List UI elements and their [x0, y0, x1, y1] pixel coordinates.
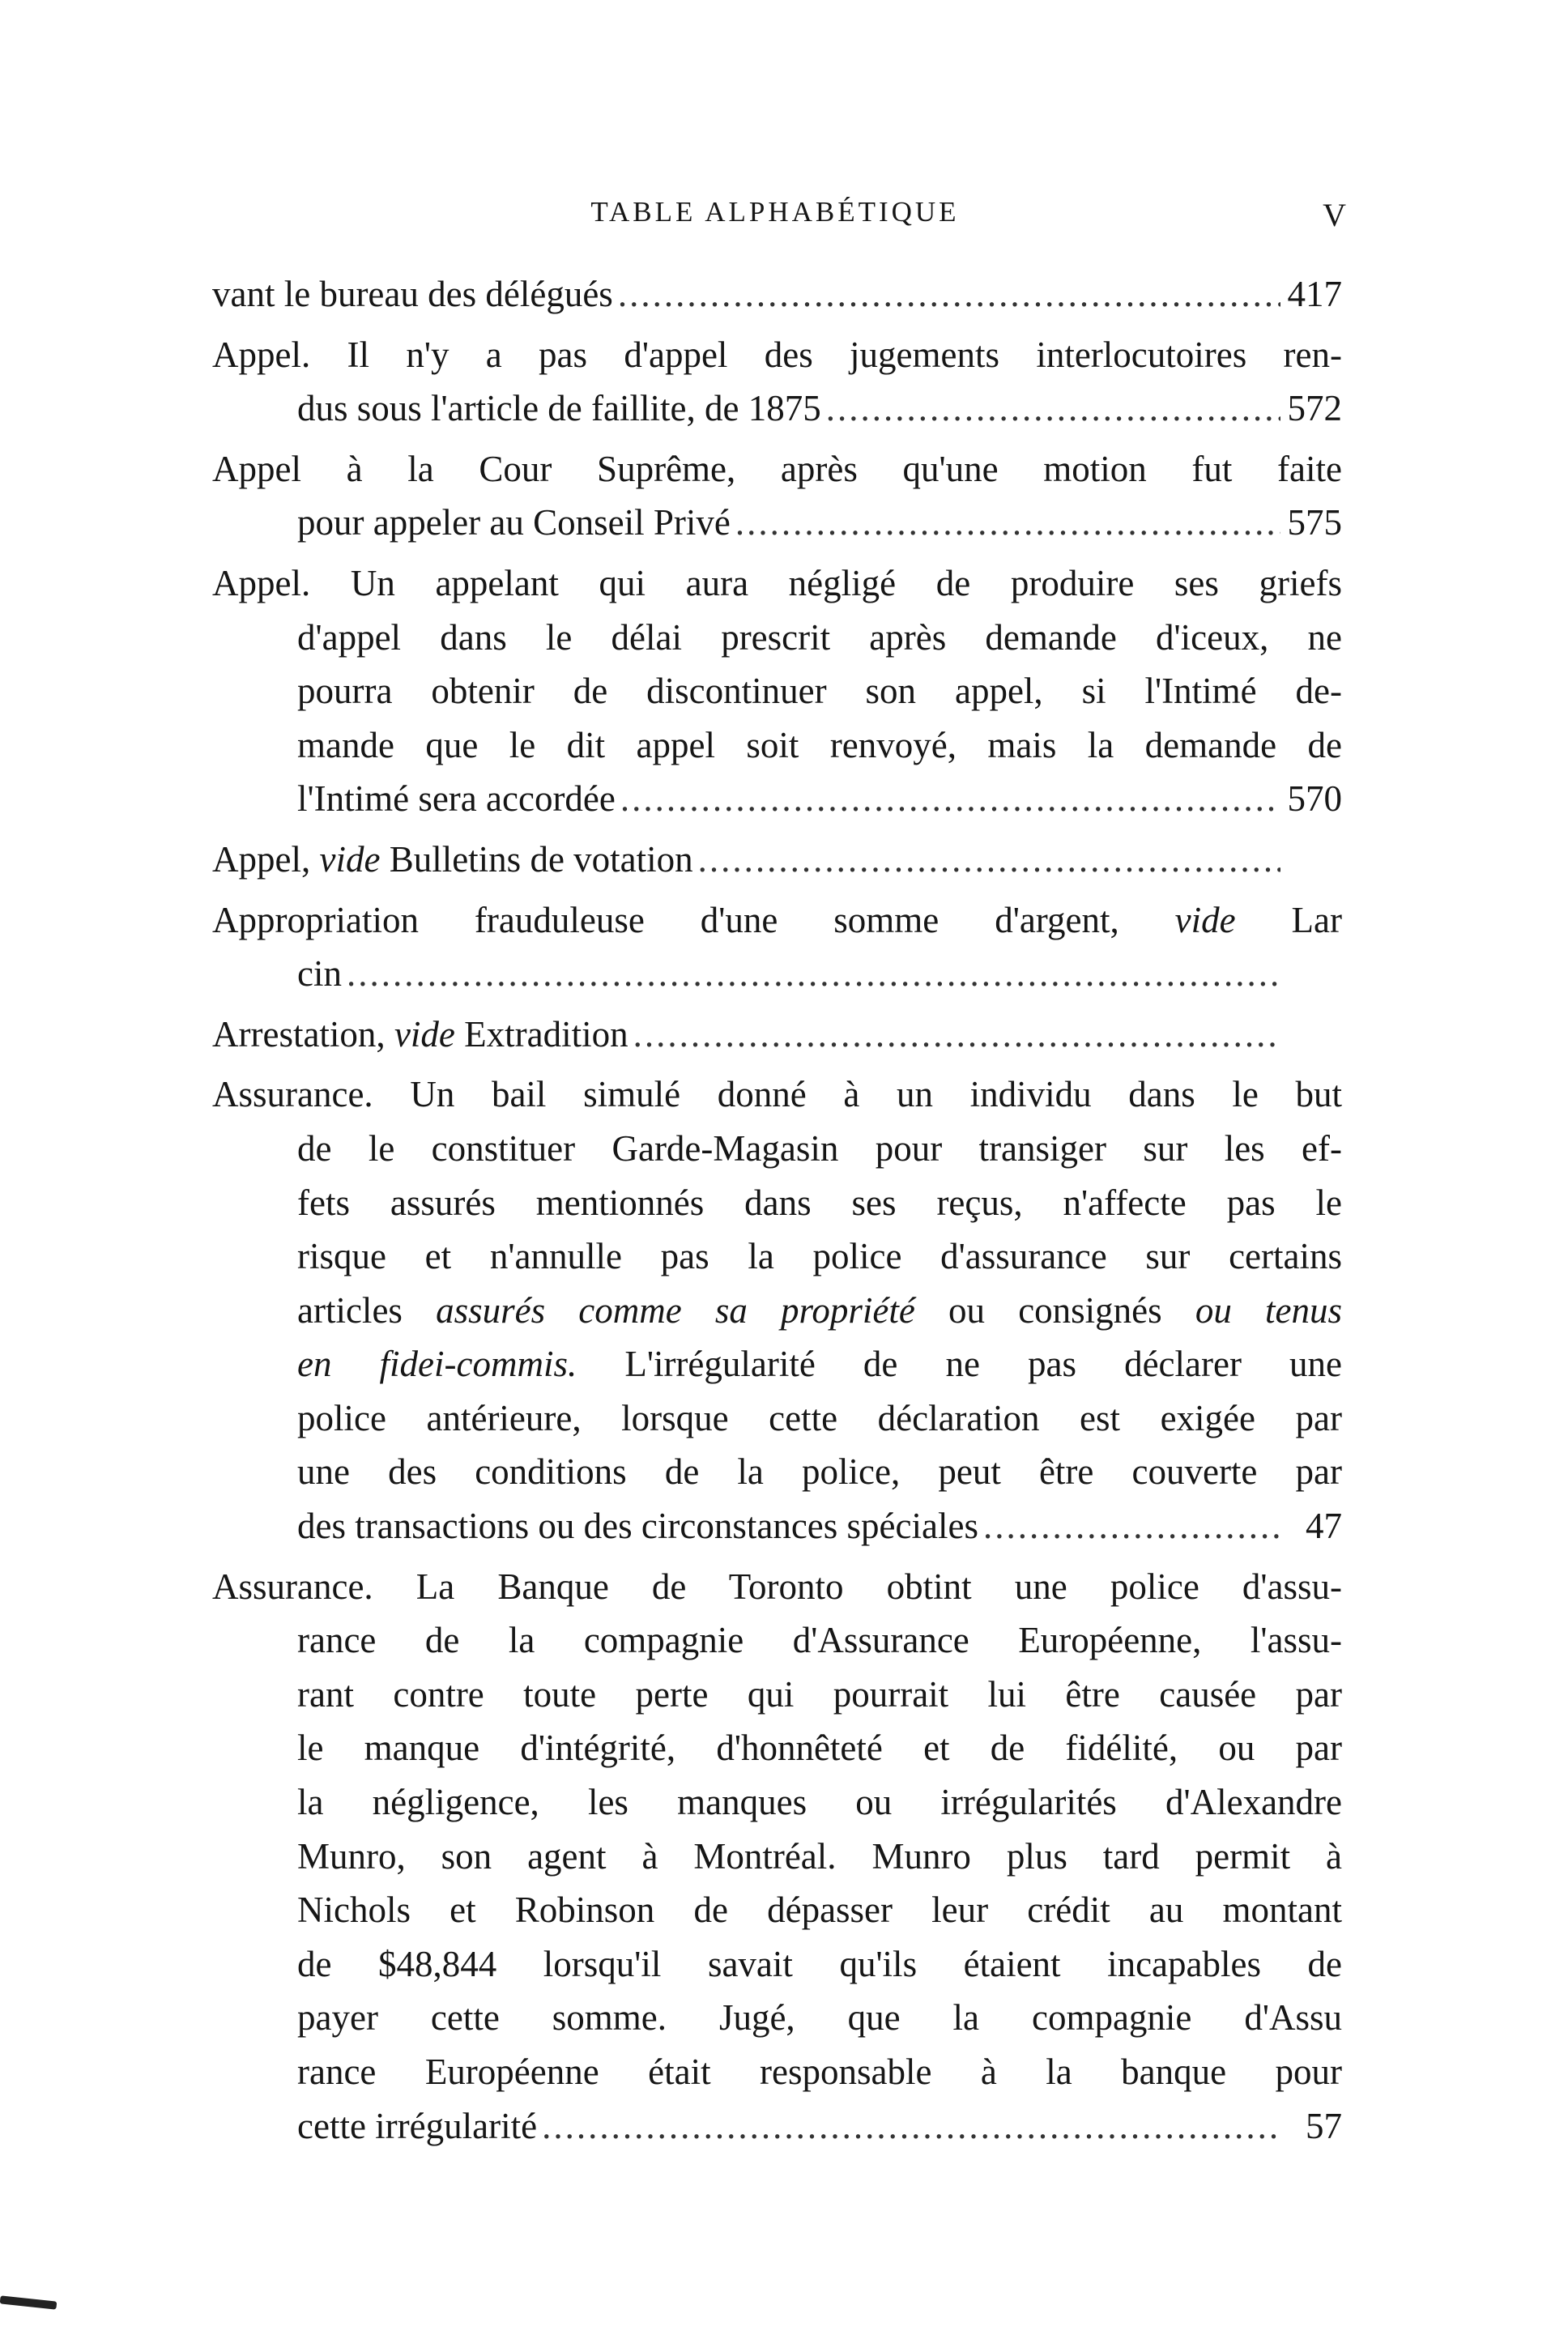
dot-leader [620, 772, 1280, 826]
index-entry [212, 267, 1342, 322]
entry-text-part: Appel, [212, 838, 320, 880]
dot-leader [542, 2099, 1280, 2154]
entry-line [212, 1830, 1342, 1884]
dot-leader [983, 1499, 1280, 1553]
entry-text [212, 1566, 1342, 1607]
page-number: 575 [1287, 502, 1342, 543]
page-number: 417 [1287, 274, 1342, 314]
entry-text [297, 1997, 1342, 2038]
entry-text-part: Assurance. Un bail simulé donné à un individu dans le but [212, 1074, 1342, 1115]
index-entry [212, 833, 1342, 887]
entry-line [212, 1721, 1342, 1775]
entry-text-part: L'irrégularité de ne pas déclarer une [577, 1344, 1342, 1385]
entry-line [212, 1499, 1342, 1553]
entry-text [297, 1620, 1342, 1660]
entry-text [212, 267, 613, 322]
entry-line [212, 1067, 1342, 1122]
entry-text [297, 1944, 1342, 1984]
entry-text-part: rance Européenne était responsable à la banque pour [297, 2052, 1342, 2092]
entry-italic-text: vide [1174, 899, 1236, 940]
entry-text-part: rant contre toute perte qui pourrait lui être causée par [297, 1673, 1342, 1715]
entry-text-part: mande que le dit appel soit renvoyé, mais la demande de [297, 724, 1342, 765]
entry-italic-text: assurés comme sa propriété [436, 1289, 915, 1331]
entry-text-part: articles [297, 1289, 437, 1331]
entry-line [212, 947, 1342, 1001]
entry-line [212, 1613, 1342, 1668]
dot-leader [826, 381, 1280, 436]
entry-text-part: ou consignés [914, 1289, 1195, 1331]
entry-text [297, 671, 1342, 711]
entry-text-part: rance de la compagnie d'Assurance Européenne, l'assu- [297, 1620, 1342, 1661]
entry-text [297, 2099, 537, 2154]
dot-leader [735, 496, 1280, 550]
entry-line [212, 1883, 1342, 1937]
entry-line [212, 1229, 1342, 1284]
entry-text [212, 449, 1342, 489]
index-entry [212, 328, 1342, 436]
entry-line [212, 718, 1342, 773]
entry-text-part: pour appeler au Conseil Privé [297, 502, 731, 543]
dot-leader [347, 947, 1280, 1001]
entry-text [297, 1728, 1342, 1768]
entry-line [212, 1937, 1342, 1992]
entry-text [212, 1008, 628, 1062]
entry-text-part: Appel à la Cour Suprême, après qu'une motion fut faite [212, 448, 1342, 489]
entry-line [212, 1668, 1342, 1722]
entry-line [212, 833, 1342, 887]
entry-text [297, 1451, 1342, 1492]
entry-line [212, 556, 1342, 611]
entry-line [212, 267, 1342, 322]
entry-italic-text: ou tenus [1195, 1289, 1342, 1331]
entry-text [297, 381, 821, 436]
entry-text [297, 1290, 1342, 1331]
entry-line [212, 2045, 1342, 2099]
index-entry [212, 893, 1342, 1001]
entry-text [297, 1182, 1342, 1223]
index-entry [212, 1560, 1342, 2154]
entry-text-part: Appel. Un appelant qui aura négligé de produire ses griefs [212, 562, 1342, 603]
entry-text-part: Bulletins de votation [380, 838, 693, 880]
entry-text [297, 496, 731, 550]
index-entries [212, 267, 1342, 2159]
dot-leader [618, 267, 1280, 322]
entry-text-part: Appropriation frauduleuse d'une somme d'argent, [212, 899, 1175, 940]
entry-line [212, 1008, 1342, 1062]
entry-text [297, 617, 1342, 658]
entry-text-part: Assurance. La Banque de Toronto obtint une police d'assu- [212, 1566, 1342, 1607]
entry-line [212, 442, 1342, 496]
entry-text-part: une des conditions de la police, peut être couverte par [297, 1451, 1342, 1493]
entry-line [212, 496, 1342, 550]
entry-line [212, 1337, 1342, 1391]
entry-text [297, 1782, 1342, 1822]
entry-line [212, 381, 1342, 436]
entry-text-part: cin [297, 953, 342, 995]
page-number: 47 [1306, 1506, 1342, 1547]
entry-line [212, 611, 1342, 665]
entry-line [212, 1176, 1342, 1230]
entry-text-part: des transactions ou des circonstances spéciales [297, 1506, 978, 1547]
entry-text-part: Appel. Il n'y a pas d'appel des jugements interlocutoires ren- [212, 334, 1342, 375]
entry-text [297, 2052, 1342, 2092]
entry-line [212, 664, 1342, 718]
entry-text [297, 1836, 1342, 1877]
entry-text [297, 1398, 1342, 1438]
entry-text [212, 563, 1342, 603]
page-number: 572 [1287, 388, 1342, 429]
index-entry [212, 556, 1342, 826]
entry-text-part: Arrestation, [212, 1013, 394, 1055]
entry-line [212, 1775, 1342, 1830]
page-folio: V [1323, 197, 1346, 233]
entry-text [297, 1890, 1342, 1930]
page-number: 570 [1287, 778, 1342, 820]
dot-leader [698, 833, 1280, 887]
entry-text-part: cette irrégularité [297, 2105, 538, 2146]
entry-line [212, 1122, 1342, 1176]
page-edge-mark [0, 2295, 57, 2309]
dot-leader [633, 1008, 1280, 1062]
index-entry [212, 442, 1342, 550]
entry-text [297, 1674, 1342, 1715]
entry-line [212, 1391, 1342, 1446]
entry-line [212, 1445, 1342, 1499]
running-header [204, 196, 1346, 236]
entry-text [297, 1344, 1342, 1384]
entry-text-part: Lar [1235, 899, 1343, 940]
entry-line [212, 328, 1342, 382]
index-entry [212, 1008, 1342, 1062]
entry-line [212, 1284, 1342, 1338]
entry-text-part: d'appel dans le délai prescrit après demande d'iceux, ne [297, 616, 1342, 658]
entry-text-part: risque et n'annulle pas la police d'assurance sur certains [297, 1236, 1342, 1277]
entry-line [212, 2099, 1342, 2154]
entry-text-part: Nichols et Robinson de dépasser leur crédit au montant [297, 1890, 1342, 1931]
entry-text [212, 900, 1342, 940]
entry-text [212, 334, 1342, 375]
entry-italic-text: en fidei-commis. [297, 1344, 577, 1385]
entry-text-part: de $48,844 lorsqu'il savait qu'ils étaient incapables de [297, 1943, 1342, 1984]
entry-italic-text: vide [394, 1013, 455, 1055]
entry-text [297, 1128, 1342, 1169]
page-number: 57 [1306, 2105, 1342, 2146]
index-entry [212, 1067, 1342, 1553]
entry-text-part: la négligence, les manques ou irrégularités d'Alexandre [297, 1782, 1342, 1823]
entry-text-part: dus sous l'article de faillite, de 1875 [297, 388, 821, 429]
entry-text [212, 833, 693, 887]
entry-text-part: police antérieure, lorsque cette déclaration est exigée par [297, 1397, 1342, 1438]
entry-text [212, 1074, 1342, 1114]
entry-text [297, 725, 1342, 765]
entry-text-part: Extradition [454, 1013, 628, 1055]
entry-line [212, 893, 1342, 948]
entry-text-part: Munro, son agent à Montréal. Munro plus tard permit à [297, 1835, 1342, 1877]
entry-line [212, 772, 1342, 826]
entry-text-part: le manque d'intégrité, d'honnêteté et de fidélité, ou par [297, 1728, 1342, 1769]
entry-text-part: payer cette somme. Jugé, que la compagnie d'Assu [297, 1997, 1342, 2039]
entry-text-part: l'Intimé sera accordée [297, 778, 616, 820]
entry-italic-text: vide [319, 838, 381, 880]
entry-text-part: vant le bureau des délégués [212, 274, 613, 314]
entry-line [212, 1560, 1342, 1614]
page-header-title: TABLE ALPHABÉTIQUE [590, 196, 960, 228]
entry-text-part: de le constituer Garde-Magasin pour transiger sur les ef- [297, 1127, 1342, 1169]
entry-text [297, 772, 616, 826]
entry-text-part: pourra obtenir de discontinuer son appel, si l'Intimé de- [297, 671, 1342, 712]
entry-line [212, 1991, 1342, 2045]
entry-text-part: fets assurés mentionnés dans ses reçus, n'affecte pas le [297, 1182, 1342, 1223]
entry-text [297, 1499, 978, 1553]
entry-text [297, 947, 342, 1001]
entry-text [297, 1236, 1342, 1276]
